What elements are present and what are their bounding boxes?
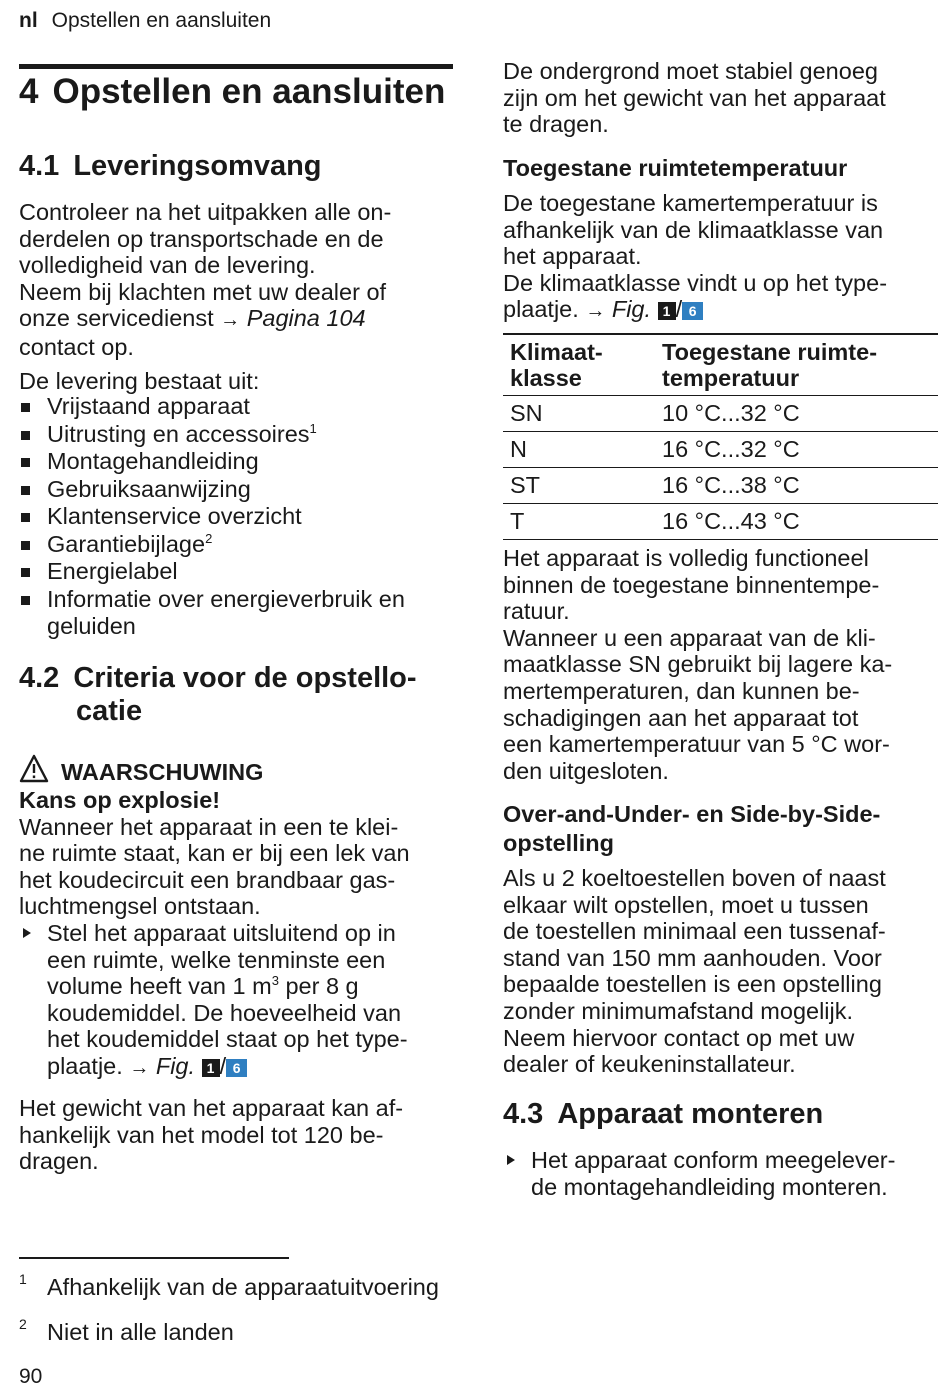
warning-label: WAARSCHUWING: [61, 759, 264, 785]
arrow-right-icon: →: [129, 1056, 150, 1079]
bullet-square-icon: [21, 513, 30, 522]
bullet-square-icon: [21, 596, 30, 605]
footnote-ref: 1: [309, 420, 317, 436]
temperature-heading: Toegestane ruimtetemperatuur: [503, 155, 848, 181]
arrow-right-icon: →: [585, 300, 606, 323]
figure-reference[interactable]: Fig.: [155, 1052, 196, 1079]
ground-paragraph: De ondergrond moet stabiel genoeg zijn om het gewicht van het apparaat te dragen.: [503, 58, 886, 138]
footnote-2: 2 Niet in alle landen: [19, 1316, 234, 1345]
list-item: Klantenservice overzicht: [19, 503, 455, 531]
page-number: 90: [19, 1365, 43, 1388]
chapter-rule: [19, 64, 453, 69]
bullet-square-icon: [21, 403, 30, 412]
mount-step: Het apparaat conform meegelever- de montagehandleiding monteren.: [503, 1147, 938, 1200]
table-row: ST 16 °C...38 °C: [503, 468, 938, 504]
arrow-right-icon: →: [220, 309, 241, 332]
climate-class-table-wrap: [503, 333, 938, 540]
table-row: SN 10 °C...32 °C: [503, 396, 938, 432]
table-row: N 16 °C...32 °C: [503, 432, 938, 468]
column-header-temperature: Toegestane ruimte- temperatuur: [655, 334, 938, 396]
step-triangle-icon: [23, 928, 31, 938]
weight-paragraph: Het gewicht van het apparaat kan af- hankelijk van het model tot 120 be- dragen.: [19, 1095, 404, 1175]
table-row: T 16 °C...43 °C: [503, 504, 938, 540]
bullet-square-icon: [21, 541, 30, 550]
list-item: Energielabel: [19, 558, 455, 586]
chapter-title: 4 Opstellen en aansluiten: [19, 72, 446, 111]
bullet-square-icon: [21, 458, 30, 467]
delivery-intro: De levering bestaat uit:: [19, 368, 260, 394]
section-4-3-heading: 4.3 Apparaat monteren: [503, 1098, 824, 1130]
header-title: Opstellen en aansluiten: [51, 9, 272, 32]
warning-triangle-icon: [19, 754, 49, 784]
warning-title: Kans op explosie!: [19, 787, 221, 813]
bullet-square-icon: [21, 568, 30, 577]
step-triangle-icon: [507, 1155, 515, 1165]
list-item: Montagehandleiding: [19, 448, 455, 476]
figure-6-badge: 6: [682, 302, 703, 320]
function-paragraph: Het apparaat is volledig functioneel binnen de toegestane binnentempe- ratuur. Wanneer u een apparaat van de kli- maatklasse SN gebruikt bij lagere ka- mertemperaturen, dan kunnen be- schadigingen aan het apparaat tot een kamertemperatuur van 5 °C wor- den uitgesloten.: [503, 545, 893, 784]
figure-1-badge: 1: [202, 1059, 220, 1077]
bullet-square-icon: [21, 431, 30, 440]
over-under-heading: Over-and-Under- en Side-by-Side- opstelling: [503, 801, 881, 856]
section-4-2-heading: 4.2 Criteria voor de opstello- catie: [19, 662, 417, 727]
list-item: Uitrusting en accessoires$^1$: [19, 421, 455, 449]
running-header: [19, 8, 271, 34]
figure-1-badge: 1: [658, 302, 676, 320]
warning-step: Stel het apparaat uitsluitend op in een ruimte, welke tenminste een volume heeft van 1 $m^3$ per 8 g koudemiddel. De hoeveelheid van het koudemiddel staat op het type- plaatje. → Fig. 1 / 6: [19, 920, 455, 1082]
list-item: Informatie over energieverbruik en geluiden: [19, 586, 455, 641]
table-header-row: [503, 334, 938, 396]
footnote-1: 1 Afhankelijk van de apparaatuitvoering: [19, 1271, 439, 1300]
figure-6-badge: 6: [226, 1059, 247, 1077]
page-reference[interactable]: Pagina 104: [246, 305, 366, 332]
column-header-class: Klimaat- klasse: [503, 334, 655, 396]
list-item: Vrijstaand apparaat: [19, 393, 455, 421]
s41-paragraph: Controleer na het uitpakken alle on- derdelen op transportschade en de volledigheid van de levering. Neem bij klachten met uw dealer of onze servicedienst → Pagina 104 contact op.: [19, 199, 392, 360]
warning-block: WAARSCHUWING Kans op explosie! Wanneer het apparaat in een te klei- ne ruimte staat, kan er bij een lek van het koudecircuit een brandbaar gas- luchtmengsel ontstaan. Stel het apparaat uitsluitend op in een ruimte, welke tenminste een volume heeft van 1 $m^3$ per 8 g koudemiddel. De hoeveelheid van het koudemiddel staat op het type- plaatje. → Fig. 1 / 6: [19, 754, 455, 1082]
list-item: Garantiebijlage$^2$: [19, 531, 455, 559]
bullet-square-icon: [21, 486, 30, 495]
section-4-1-heading: 4.1 Leveringsomvang: [19, 150, 322, 182]
over-under-paragraph: Als u 2 koeltoestellen boven of naast elkaar wilt opstellen, moet u tussen de toestellen minimaal een tussenaf- stand van 150 mm aanhouden. Voor bepaalde toestellen is een opstelling zonder minimumafstand mogelijk. Neem hiervoor contact op met uw dealer of keukeninstallateur.: [503, 865, 886, 1078]
footnote-ref: 2: [205, 530, 213, 546]
figure-reference[interactable]: Fig.: [611, 296, 652, 323]
list-item: Gebruiksaanwijzing: [19, 476, 455, 504]
delivery-list: [19, 393, 455, 641]
climate-class-table: [503, 333, 938, 540]
language-code: nl: [19, 9, 38, 32]
footnote-rule: [19, 1257, 289, 1259]
temperature-paragraph: De toegestane kamertemperatuur is afhankelijk van de klimaatklasse van het apparaat. De klimaatklasse vindt u op het type- plaatje. → Fig. 1 / 6: [503, 190, 888, 323]
